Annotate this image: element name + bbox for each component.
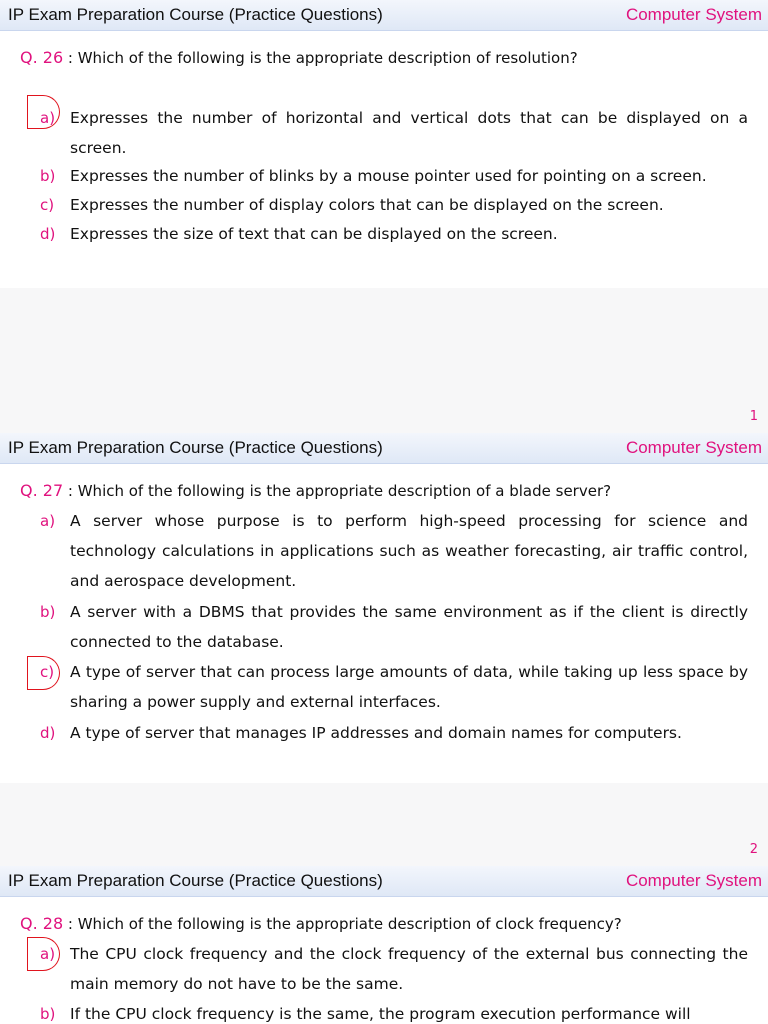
course-title: IP Exam Preparation Course (Practice Questions) — [8, 438, 383, 457]
question-line — [20, 914, 622, 933]
option-text: A type of server that manages IP addresses and domain names for computers. — [70, 724, 682, 742]
option-letter: a) — [40, 945, 56, 963]
option-text: A server whose purpose is to perform high-speed processing for science and technology calculations in applications such as weather forecasting, air traffic control, and aerospace development. — [70, 512, 748, 590]
option-text: A type of server that can process large amounts of data, while taking up less space by sharing a power supply and external interfaces. — [70, 663, 748, 711]
slide-3 — [0, 866, 768, 1024]
slide-header — [0, 866, 768, 897]
option-letter: d) — [40, 724, 56, 742]
option-text: Expresses the number of display colors that can be displayed on the screen. — [70, 196, 664, 214]
section-title: Computer System — [625, 871, 762, 890]
question-text: : Which of the following is the appropriate description of resolution? — [67, 49, 578, 67]
question-number: Q. 27 — [20, 481, 64, 500]
slide-1 — [0, 0, 768, 433]
section-title: Computer System — [625, 5, 762, 24]
question-text: : Which of the following is the appropriate description of clock frequency? — [67, 915, 622, 933]
page-number: 2 — [749, 842, 758, 857]
option-letter: a) — [40, 512, 56, 530]
section-title: Computer System — [625, 438, 762, 457]
slide-header — [0, 0, 768, 31]
option-letter: b) — [40, 603, 56, 621]
footer-area — [0, 783, 768, 866]
option-letter: d) — [40, 225, 56, 243]
option-text: Expresses the number of horizontal and vertical dots that can be displayed on a screen. — [70, 109, 748, 157]
slide-header — [0, 433, 768, 464]
slide-2 — [0, 433, 768, 866]
option-text: A server with a DBMS that provides the same environment as if the client is directly connected to the database. — [70, 603, 748, 651]
option-text: If the CPU clock frequency is the same, the program execution performance will — [70, 1005, 691, 1023]
page-number: 1 — [749, 409, 758, 424]
option-text: Expresses the number of blinks by a mouse pointer used for pointing on a screen. — [70, 167, 707, 185]
question-number: Q. 28 — [20, 914, 64, 933]
question-line — [20, 481, 611, 500]
question-number: Q. 26 — [20, 48, 64, 67]
footer-area — [0, 288, 768, 433]
option-text: Expresses the size of text that can be displayed on the screen. — [70, 225, 558, 243]
question-text: : Which of the following is the appropriate description of a blade server? — [67, 482, 612, 500]
course-title: IP Exam Preparation Course (Practice Questions) — [8, 5, 383, 24]
option-letter: c) — [40, 196, 55, 214]
option-letter: b) — [40, 1005, 56, 1023]
option-letter: c) — [40, 663, 55, 681]
question-line — [20, 48, 578, 67]
option-letter: b) — [40, 167, 56, 185]
option-letter: a) — [40, 109, 56, 127]
course-title: IP Exam Preparation Course (Practice Questions) — [8, 871, 383, 890]
option-text: The CPU clock frequency and the clock frequency of the external bus connecting the main memory do not have to be the same. — [70, 945, 748, 993]
